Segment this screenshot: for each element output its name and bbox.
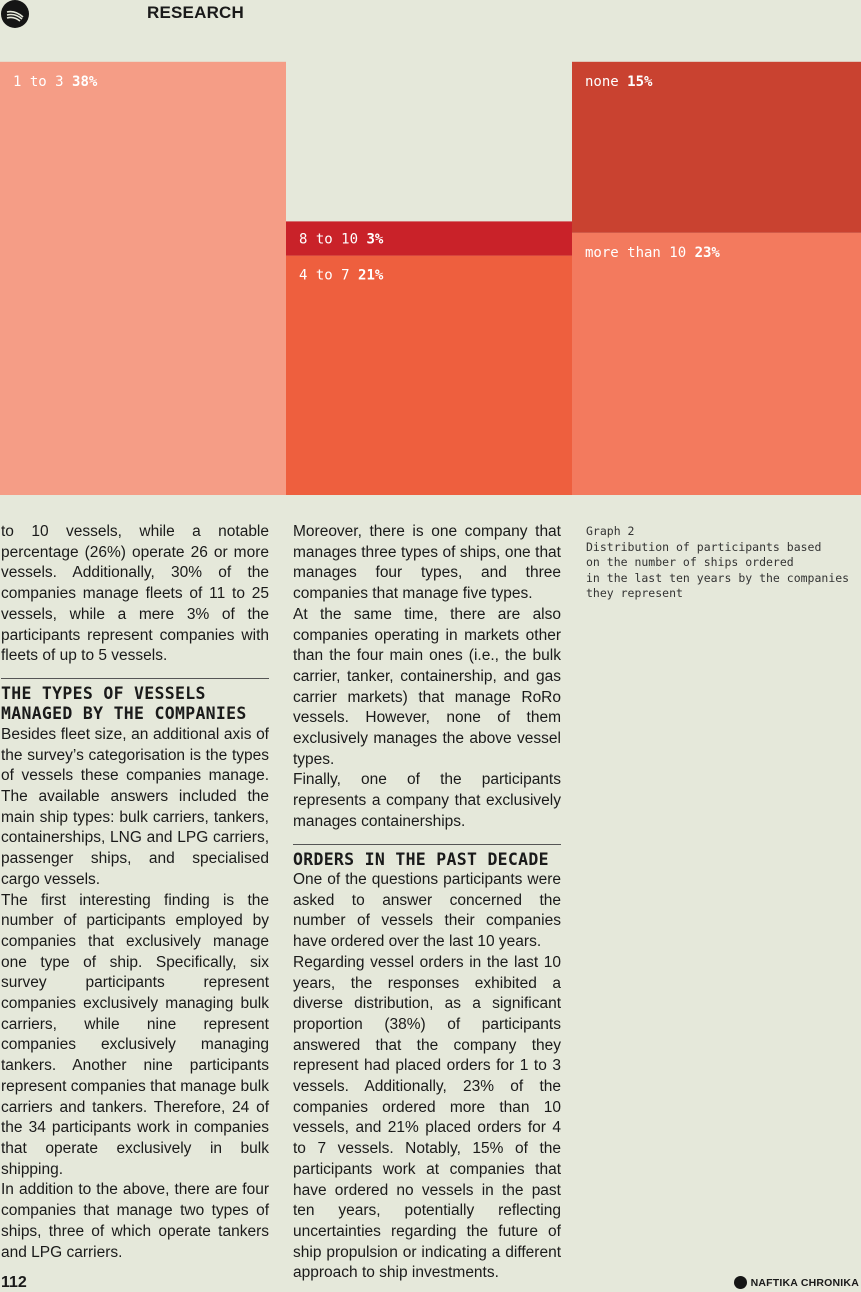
paragraph: At the same time, there are also companies operating in markets other than the four main ones (i.e., the bulk carrier, tanker, containership, and gas carrier markets) that manage RoRo vessels. However, none of them exclusively manages the above vessel types. (293, 605, 561, 768)
segment-label (299, 232, 384, 248)
paragraph: Moreover, there is one company that manages three types of ships, one that manages four types, and three companies that manage five types. (293, 523, 561, 603)
caption-line: they represent (586, 586, 683, 600)
text-column-2 (293, 522, 561, 1284)
segment-label (585, 245, 720, 261)
segment-value: 38% (72, 73, 98, 90)
divider (293, 844, 561, 845)
text-column-1 (1, 522, 269, 1263)
section-heading-vessel-types: THE TYPES OF VESSELS MANAGED BY THE COMPANIES (1, 683, 247, 724)
segment-category: none (585, 73, 628, 90)
paragraph: Besides fleet size, an additional axis of the survey’s categorisation is the types of vessels these companies manage. The available answers included the main ship types: bulk carriers, tankers, containerships, LNG and LPG carriers, passenger ships, and specialised cargo vessels. (1, 725, 269, 888)
segment-value: 15% (627, 73, 653, 90)
section-heading-orders: ORDERS IN THE PAST DECADE (293, 849, 549, 869)
fleet-orders-chart (0, 0, 861, 500)
paragraph: Regarding vessel orders in the last 10 years, the responses exhibited a diverse distribution, as a significant proportion (38%) of participants answered that the company they represent had placed orders for 1 to 3 vessels. Additionally, 23% of the companies ordered more than 10 vessels, and 21% placed orders for 4 to 7 vessels. Notably, 15% of the participants work at companies that have ordered no vessels in the past ten years, potentially reflecting uncertainties regarding the future of ship propulsion or indicating a different approach to ship investments. (293, 953, 561, 1282)
page-number: 112 (1, 1274, 27, 1291)
segment-value: 21% (358, 267, 384, 284)
segment-label (299, 268, 384, 284)
caption-line: in the last ten years by the companies (586, 570, 850, 585)
section-title: RESEARCH (147, 3, 245, 22)
paragraph: Finally, one of the participants represents a company that exclusively manages containerships. (293, 771, 561, 830)
bar-segment (286, 256, 572, 495)
divider (1, 678, 269, 679)
paragraph: to 10 vessels, while a notable percentage (26%) operate 26 or more vessels. Additionally, 30% of the companies manage fleets of 11 to 25 vessels, while a mere 3% of the participants represent companies with fleets of up to 5 vessels. (1, 523, 269, 665)
brand-name: NAFTIKA CHRONIKA (750, 1276, 859, 1289)
caption-line: on the number of ships ordered (586, 555, 794, 569)
bar-segment (0, 62, 286, 495)
paragraph: In addition to the above, there are four companies that manage two types of ships, three of which operate tankers and LPG carriers. (1, 1181, 269, 1261)
segment-category: 1 to 3 (13, 73, 73, 90)
segment-label (585, 74, 653, 90)
segment-value: 3% (366, 231, 384, 248)
segment-value: 23% (694, 244, 720, 261)
segment-category: more than 10 (585, 244, 695, 261)
caption-line: Graph 2 (586, 524, 635, 538)
bar-segment (572, 233, 861, 495)
segment-category: 8 to 10 (299, 231, 367, 248)
footer-brand (734, 1276, 859, 1289)
paragraph: The first interesting finding is the number of participants employed by companies that exclusively manage one type of ship. Specifically, six survey participants represent companies exclusively managing bulk carriers, while nine represent companies exclusively managing tankers. Another nine participants represent companies that manage bulk carriers and tankers. Therefore, 24 of the 34 participants work in companies that operate exclusively in bulk shipping. (1, 891, 269, 1178)
graph-caption (586, 524, 861, 602)
segment-label (13, 74, 98, 90)
caption-line: Distribution of participants based (586, 539, 822, 554)
brand-logo-icon (734, 1276, 747, 1289)
segment-category: 4 to 7 (299, 267, 359, 284)
paragraph: One of the questions participants were asked to answer concerned the number of vessels their companies have ordered over the last 10 years. (293, 871, 561, 951)
